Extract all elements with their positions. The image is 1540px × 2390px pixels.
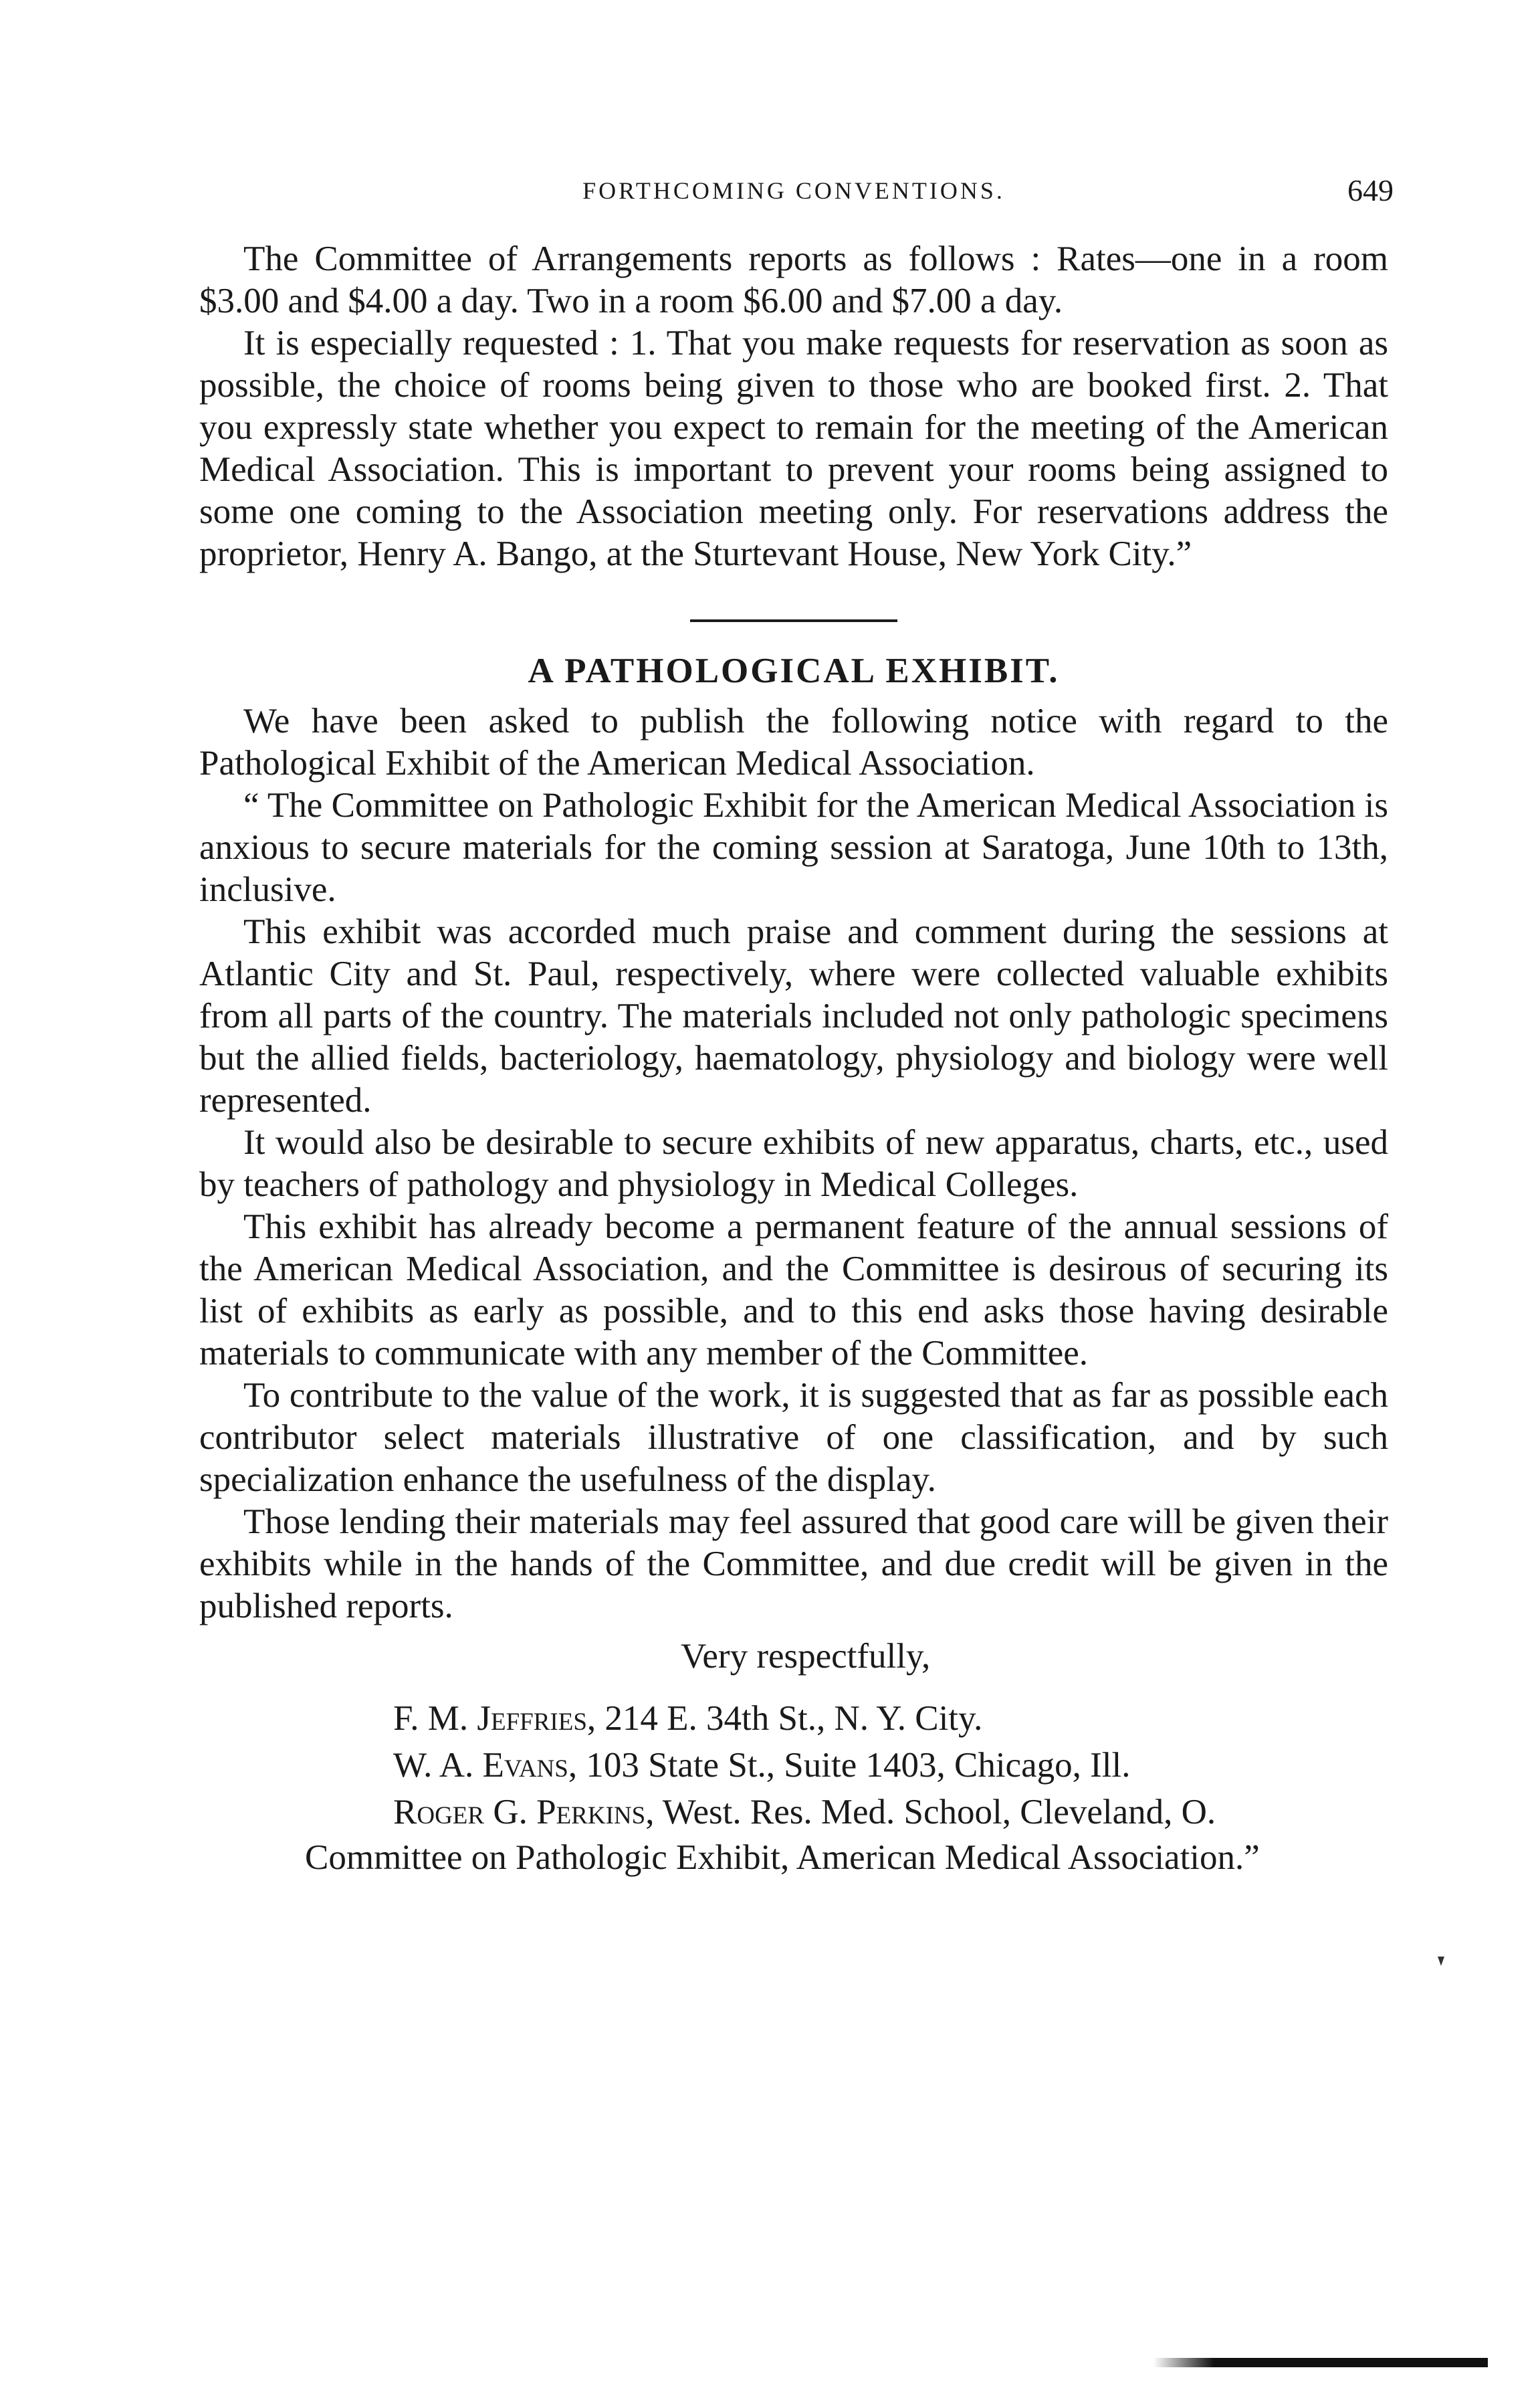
body-paragraph: It would also be desirable to secure exhibits of new apparatus, charts, etc., used by teachers of pathology and physiology in Medical Colleges. [199, 1123, 1388, 1204]
signature-block [199, 1695, 1388, 1835]
margin-mark [1438, 1957, 1444, 1966]
closing-salutation: Very respectfully, [681, 1637, 931, 1676]
signatory-line [393, 1789, 1388, 1835]
section-divider [690, 619, 897, 622]
signatory-name: W. A. Evans, [393, 1746, 578, 1785]
running-title: FORTHCOMING CONVENTIONS. [582, 177, 1005, 204]
section-heading: A PATHOLOGICAL EXHIBIT. [528, 652, 1060, 690]
signatory-address: 214 E. 34th St., N. Y. City. [604, 1699, 983, 1738]
body-paragraph: This exhibit was accorded much praise and comment during the sessions at Atlantic City and St. Paul, respectively, where were collected valuable exhibits from all parts of the country. The materials included not only pathologic specimens but the allied fields, bacteriology, haematology, physiology and biology were well represented. [199, 912, 1388, 1120]
body-paragraph: To contribute to the value of the work, it is suggested that as far as possible each contributor select materials illustrative of one classification, and by such specialization enhance the usefulness of the display. [199, 1376, 1388, 1499]
signatory-line [393, 1695, 1388, 1742]
page [199, 173, 1394, 1880]
body-paragraph: “ The Committee on Pathologic Exhibit for the American Medical Association is anxious to secure materials for the coming session at Saratoga, June 10th to 13th, inclusive. [199, 786, 1388, 909]
scan-artifact-bar [1153, 2358, 1488, 2367]
signatory-name: Roger G. Perkins, [393, 1793, 655, 1831]
body-paragraph: This exhibit has already become a permanent feature of the annual sessions of the American Medical Association, and the Committee is desirous of securing its list of exhibits as early as possible, and to this end asks those having desirable materials to communicate with any member of the Committee. [199, 1207, 1388, 1373]
reservation-paragraph: It is especially requested : 1. That you make requests for reservation as soon as possible, the choice of rooms being given to those who are booked first. 2. That you expressly state whether you expect to remain for the meeting of the American Medical Association. This is important to prevent your rooms being assigned to some one coming to the Association meeting only. For reservations address the proprietor, Henry A. Bango, at the Sturtevant House, New York City.” [199, 324, 1388, 573]
committee-line: Committee on Pathologic Exhibit, American Medical Association.” [305, 1838, 1260, 1877]
rates-paragraph: The Committee of Arrangements reports as follows : Rates—one in a room $3.00 and $4.00 a day. Two in a room $6.00 and $7.00 a day. [199, 239, 1388, 320]
signatory-name: F. M. Jeffries, [393, 1699, 596, 1738]
page-number: 649 [1347, 173, 1394, 207]
signatory-line [393, 1742, 1388, 1789]
body-paragraph: We have been asked to publish the following notice with regard to the Pathological Exhibit of the American Medical Association. [199, 702, 1388, 783]
body-paragraph: Those lending their materials may feel assured that good care will be given their exhibits while in the hands of the Committee, and due credit will be given in the published reports. [199, 1502, 1388, 1625]
signatory-address: West. Res. Med. School, Cleveland, O. [662, 1793, 1216, 1831]
signatory-address: 103 State St., Suite 1403, Chicago, Ill. [586, 1746, 1131, 1785]
running-head [199, 173, 1394, 223]
